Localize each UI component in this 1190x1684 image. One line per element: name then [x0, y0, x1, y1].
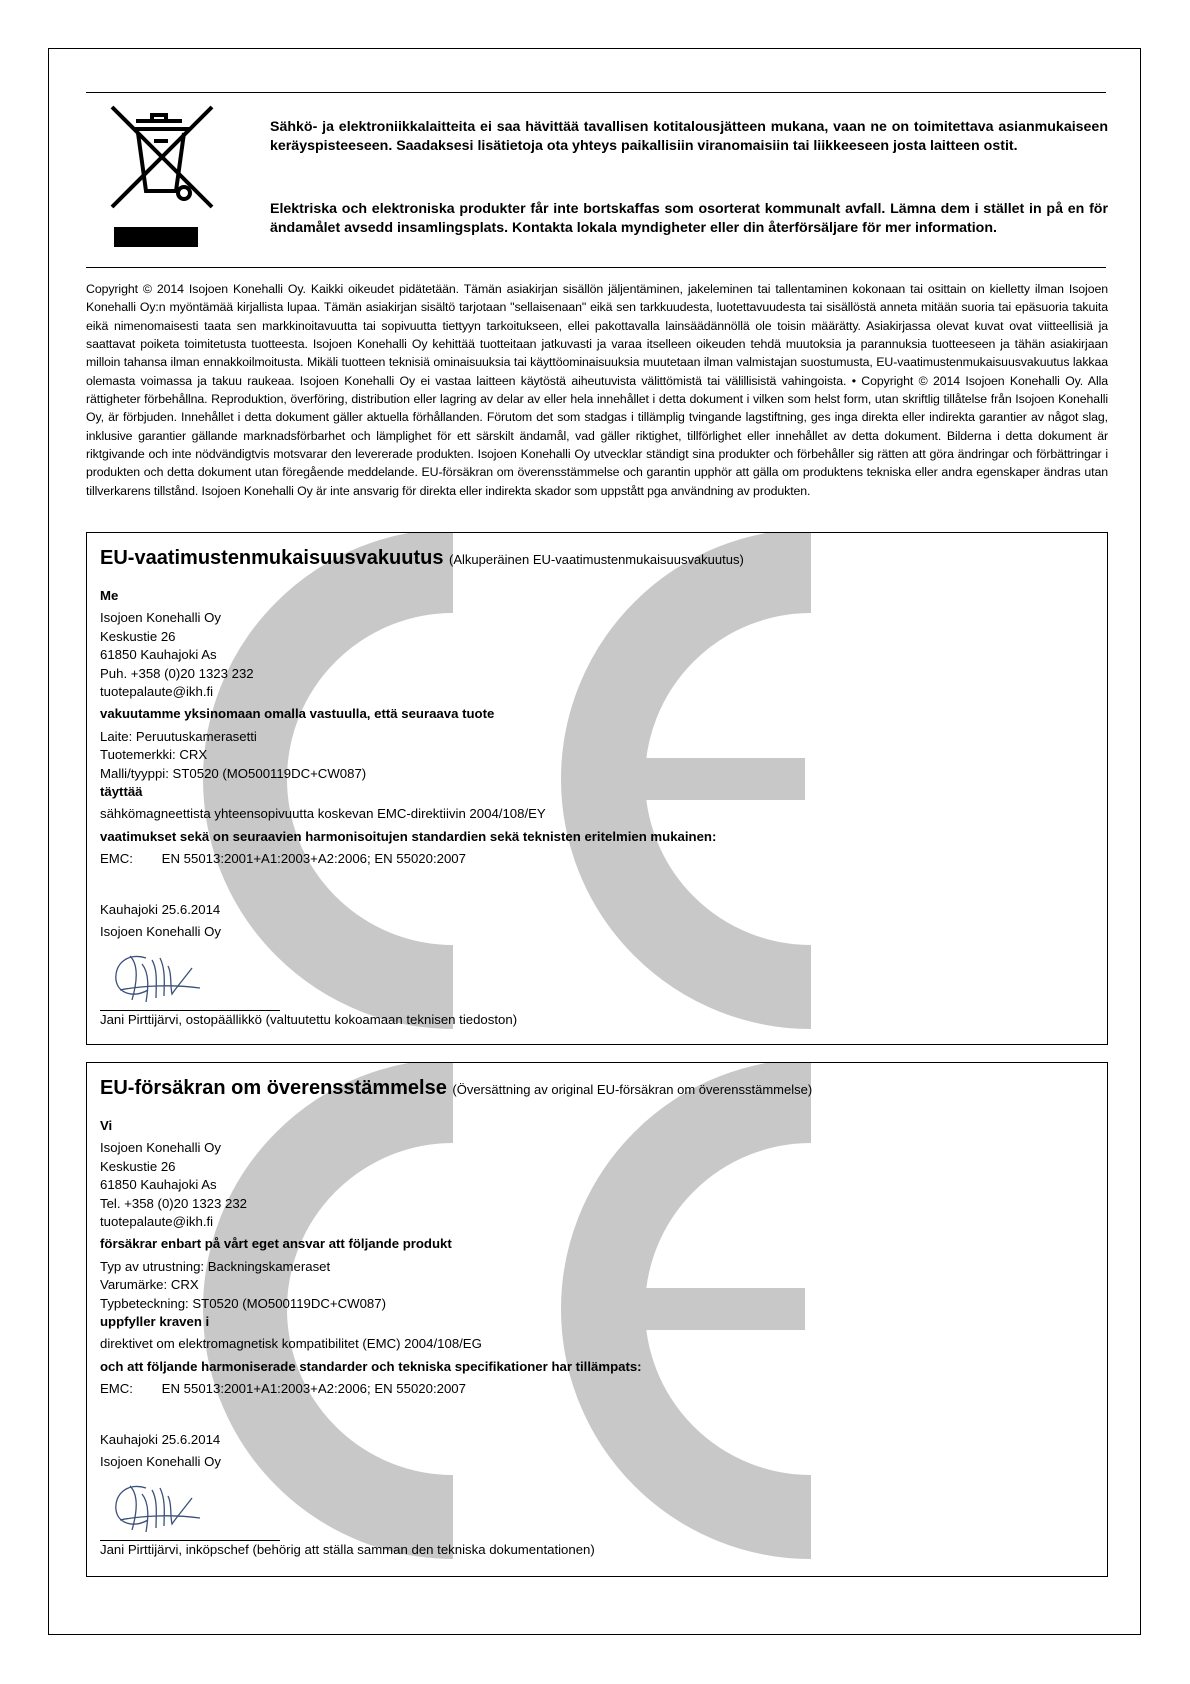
email-address: tuotepalaute@ikh.fi	[100, 1214, 214, 1230]
weee-notice-fi: Sähkö- ja elektroniikkalaitteita ei saa hävittää tavallisen kotitalousjätteen mukana, vaan ne on toimitettava asianmukaiseen keräyspisteeseen. Saadaksesi lisätietoja ota yhteys paikallisiin viranomaisiin tai liikkeeseen josta laitteen ostit.	[270, 119, 1108, 154]
fulfils-label: täyttää	[100, 784, 143, 800]
declaration-sv-title	[100, 1075, 1094, 1103]
emc-row	[100, 850, 1094, 868]
phone-number: Puh. +358 (0)20 1323 232	[100, 665, 254, 681]
emc-standards: EN 55013:2001+A1:2003+A2:2006; EN 55020:2007	[161, 851, 466, 867]
directive-text: sähkömagneettista yhteensopivuutta koskevan EMC-direktiivin 2004/108/EY	[100, 806, 546, 822]
divider-top	[86, 92, 1106, 93]
standards-label: och att följande harmoniserade standarder och tekniska specifikationer har tillämpats:	[100, 1358, 642, 1374]
emc-standards: EN 55013:2001+A1:2003+A2:2006; EN 55020:2007	[161, 1381, 466, 1397]
company-signature-name: Isojoen Konehalli Oy	[100, 924, 221, 940]
street-address: Keskustie 26	[100, 1158, 176, 1174]
standards-label: vaatimukset sekä on seuraavien harmonisoitujen standardien sekä teknisten eritelmien mukainen:	[100, 828, 717, 844]
device-name: Laite: Peruutuskamerasetti	[100, 728, 257, 744]
fulfils-label: uppfyller kraven i	[100, 1314, 210, 1330]
declaration-fi-subtitle: (Alkuperäinen EU-vaatimustenmukaisuusvakuutus)	[449, 552, 744, 567]
place-date: Kauhajoki 25.6.2014	[100, 1431, 221, 1447]
brand-name: Tuotemerkki: CRX	[100, 747, 208, 763]
handwritten-signature-icon	[100, 1476, 210, 1538]
crossed-out-wheelie-bin-icon	[108, 103, 216, 251]
model-name: Malli/tyyppi: ST0520 (MO500119DC+CW087)	[100, 765, 367, 781]
model-name: Typbeteckning: ST0520 (MO500119DC+CW087)	[100, 1295, 386, 1311]
directive-text: direktivet om elektromagnetisk kompatibilitet (EMC) 2004/108/EG	[100, 1336, 482, 1352]
declaration-fi	[86, 532, 1108, 1045]
we-label: Me	[100, 588, 119, 603]
declare-label: vakuutamme yksinomaan omalla vastuulla, että seuraava tuote	[100, 706, 495, 722]
device-name: Typ av utrustning: Backningskameraset	[100, 1258, 331, 1274]
brand-name: Varumärke: CRX	[100, 1277, 199, 1293]
declaration-fi-heading: EU-vaatimustenmukaisuusvakuutus	[100, 547, 444, 569]
declare-label: försäkrar enbart på vårt eget ansvar att följande produkt	[100, 1236, 452, 1252]
declaration-sv	[86, 1062, 1108, 1577]
signatory-name: Jani Pirttijärvi, inköpschef (behörig att ställa samman den tekniska dokumentationen)	[100, 1541, 595, 1557]
divider-middle	[86, 267, 1106, 268]
we-label: Vi	[100, 1118, 113, 1133]
emc-row	[100, 1380, 1094, 1398]
company-name: Isojoen Konehalli Oy	[100, 610, 221, 626]
declaration-sv-subtitle: (Översättning av original EU-försäkran om överensstämmelse)	[452, 1082, 813, 1097]
street-address: Keskustie 26	[100, 628, 176, 644]
email-address: tuotepalaute@ikh.fi	[100, 684, 214, 700]
phone-number: Tel. +358 (0)20 1323 232	[100, 1195, 248, 1211]
company-signature-name: Isojoen Konehalli Oy	[100, 1454, 221, 1470]
place-date: Kauhajoki 25.6.2014	[100, 901, 221, 917]
weee-notice-sv: Elektriska och elektroniska produkter får inte bortskaffas som osorterat kommunalt avfall. Lämna dem i stället in på en för ändamålet avsedd insamlingsplats. Kontakta lokala myndigheter eller din återförsäljare för mer information.	[270, 201, 1108, 236]
city-address: 61850 Kauhajoki As	[100, 1177, 217, 1193]
copyright-text: Copyright © 2014 Isojoen Konehalli Oy. Kaikki oikeudet pidätetään. Tämän asiakirjan sisällön jäljentäminen, jakeleminen tai tallentaminen kokonaan tai osittain on kielletty ilman Isojoen Konehalli Oy:n myöntämää kirjallista lupaa. Tämän asiakirjan sisältö tarjotaan "sellaisenaan" eikä sen tarkkuudesta, luotettavuudesta tai sisällöstä anneta mitään suoria tai epäsuoria takuita eikä nimenomaisesti taata sen markkinoitavuutta tai sopivuutta tiettyyn tarkoitukseen, ellei pakottavalla lainsäädännöllä ole toisin määrätty. Asiakirjassa olevat kuvat ovat viitteellisiä ja saattavat poiketa toimitetusta tuotteesta. Isojoen Konehalli Oy kehittää tuotteitaan jatkuvasti ja varaa itselleen oikeuden tehdä muutoksia ja parannuksia tuotteeseen ja tähän asiakirjaan milloin tahansa ilman ennakkoilmoitusta. Mikäli tuotteen teknisiä ominaisuuksia tai käyttöominaisuuksia muutetaan ilman valmistajan suostumusta, EU-vaatimustenmukaisuusvakuutus lakkaa olemasta voimassa ja takuu raukeaa. Isojoen Konehalli Oy ei vastaa laitteen käytöstä aiheutuvista välittömistä tai välillisistä vahingoista. • Copyright © 2014 Isojoen Konehalli Oy. Alla rättigheter förbehållna. Reproduktion, överföring, distribution eller lagring av delar av eller hela innehållet i detta dokument i vilken som helst form, utan skriftlig tillåtelse från Isojoen Konehalli Oy, är förbjuden. Innehållet i detta dokument gäller aktuella förhållanden. Förutom det som stadgas i tillämplig tvingande lagstiftning, ges inga direkta eller indirekta garantier av något slag, inklusive garantier gällande marknadsförbarhet och lämplighet för ett särskilt ändamål, vad gäller riktighet, tillförlighet eller innehållet av detta dokument. Bilderna i detta dokument är riktgivande och inte nödvändigtvis motsvarar den levererade produkten. Isojoen Konehalli Oy utvecklar ständigt sina produkter och förbehåller sig rätten att göra ändringar och förbättringar i produkten och detta dokument utan föregående meddelande. EU-försäkran om överensstämmelse och garantin upphör att gälla om produktens tekniska eller andra egenskaper ändras utan tillverkarens tillstånd. Isojoen Konehalli Oy är inte ansvarig för direkta eller indirekta skador som uppstått pga användning av produkten.	[86, 282, 1108, 498]
declaration-sv-heading: EU-försäkran om överensstämmelse	[100, 1077, 447, 1099]
signatory-name: Jani Pirttijärvi, ostopäällikkö (valtuutettu kokoamaan teknisen tiedoston)	[100, 1011, 518, 1027]
declaration-fi-title	[100, 545, 1094, 573]
company-name: Isojoen Konehalli Oy	[100, 1140, 221, 1156]
city-address: 61850 Kauhajoki As	[100, 647, 217, 663]
emc-label: EMC:	[100, 1381, 133, 1397]
emc-label: EMC:	[100, 851, 133, 867]
handwritten-signature-icon	[100, 946, 210, 1008]
